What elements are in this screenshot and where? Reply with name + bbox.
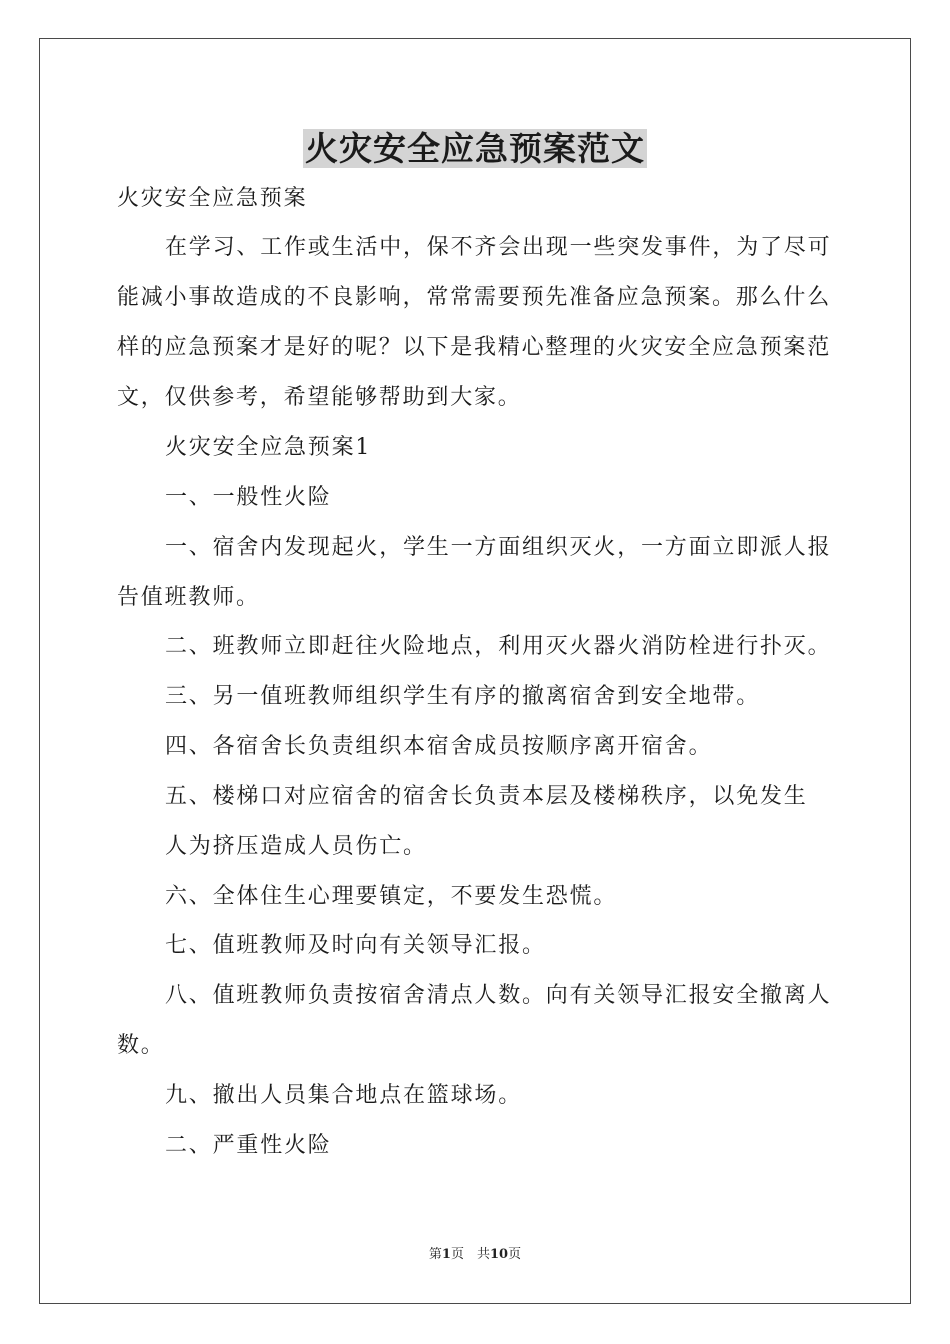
paragraph-line: 在学习、工作或生活中，保不齐会出现一些突发事件，为了尽可 [165, 235, 832, 260]
page-border [39, 38, 911, 1304]
footer-total-pages: 10 [489, 1247, 509, 1262]
list-heading: 二、严重性火险 [165, 1133, 332, 1158]
list-item: 八、值班教师负责按宿舍清点人数。向有关领导汇报安全撤离人 [165, 983, 832, 1008]
subsection-heading: 火灾安全应急预案1 [165, 435, 372, 460]
footer-page-mid: 页 共 [450, 1247, 490, 1262]
list-item: 七、值班教师及时向有关领导汇报。 [165, 933, 546, 958]
list-item-continuation: 人为挤压造成人员伤亡。 [165, 834, 427, 859]
footer-page-suffix: 页 [508, 1247, 522, 1262]
footer-page-prefix: 第 [428, 1247, 442, 1262]
list-item: 三、另一值班教师组织学生有序的撤离宿舍到安全地带。 [165, 684, 761, 709]
paragraph-line: 文，仅供参考，希望能够帮助到大家。 [117, 385, 522, 410]
list-item-continuation: 告值班教师。 [117, 585, 260, 610]
section-heading: 火灾安全应急预案 [117, 186, 308, 211]
footer-current-page: 1 [441, 1247, 451, 1262]
paragraph-line: 样的应急预案才是好的呢？以下是我精心整理的火灾安全应急预案范 [117, 335, 832, 360]
list-item: 二、班教师立即赶往火险地点，利用灭火器火消防栓进行扑灭。 [165, 634, 832, 659]
page-footer [0, 1246, 950, 1264]
list-item: 六、全体住生心理要镇定，不要发生恐慌。 [165, 884, 618, 909]
document-title-text: 火灾安全应急预案范文 [305, 129, 645, 168]
paragraph-line: 能减小事故造成的不良影响，常常需要预先准备应急预案。那么什么 [117, 285, 832, 310]
document-title [0, 128, 950, 170]
list-item: 九、撤出人员集合地点在篮球场。 [165, 1083, 523, 1108]
list-item: 一、宿舍内发现起火，学生一方面组织灭火，一方面立即派人报 [165, 535, 832, 560]
list-item: 五、楼梯口对应宿舍的宿舍长负责本层及楼梯秩序，以免发生 [165, 784, 808, 809]
list-item-continuation: 数。 [117, 1033, 165, 1058]
list-item: 四、各宿舍长负责组织本宿舍成员按顺序离开宿舍。 [165, 734, 713, 759]
list-heading: 一、一般性火险 [165, 485, 332, 510]
